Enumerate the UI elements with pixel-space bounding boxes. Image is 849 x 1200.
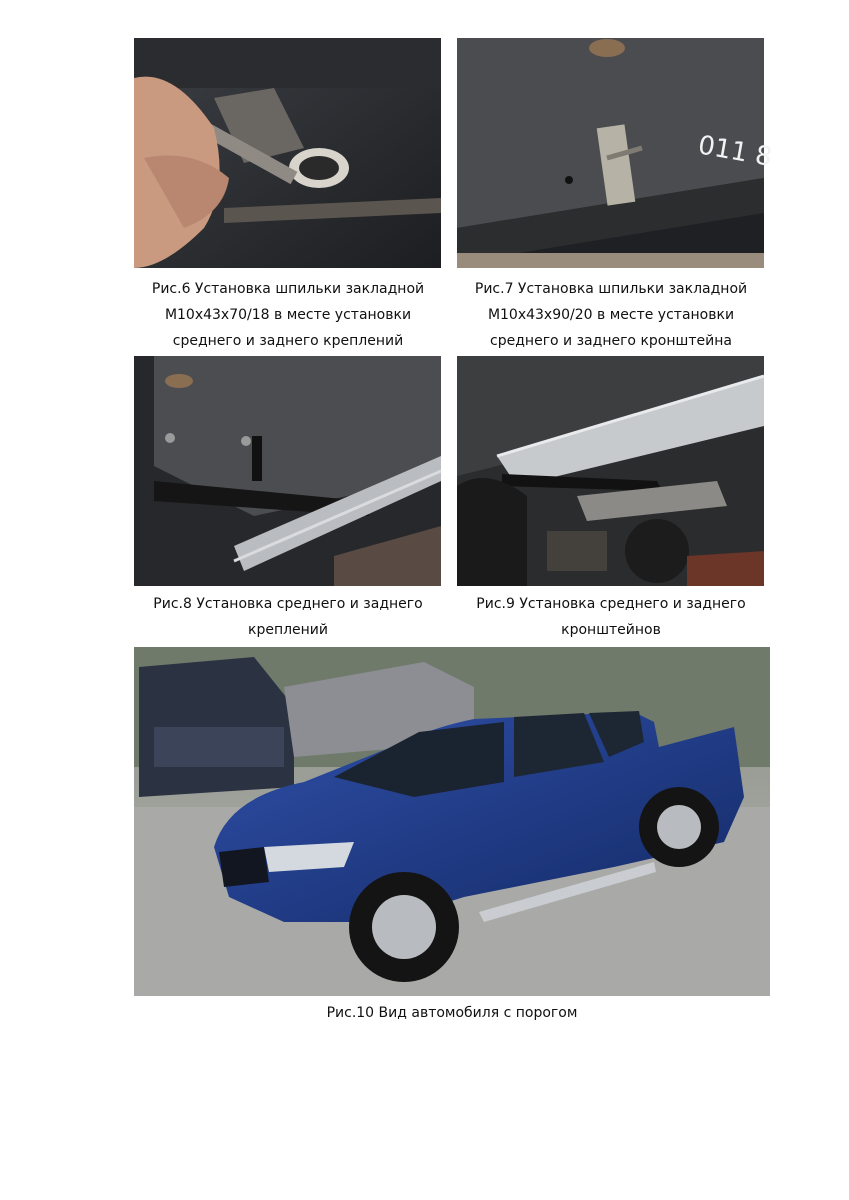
figure-6-caption-line: Рис.6 Установка шпильки закладной — [151, 281, 425, 297]
figure-9-caption-line: Рис.9 Установка среднего и заднего — [476, 596, 746, 612]
figure-10-photo — [134, 647, 770, 996]
figure-10-caption-line: Рис.10 Вид автомобиля с порогом — [326, 1005, 578, 1021]
figure-6-caption — [120, 276, 456, 354]
figure-7-photo — [457, 38, 775, 268]
figure-7-caption — [443, 276, 779, 354]
figure-8-caption — [120, 591, 456, 643]
figure-10-image — [134, 647, 770, 996]
figure-8-image — [134, 356, 441, 586]
figure-7-caption-line: M10x43x90/20 в месте установки — [487, 307, 735, 323]
figure-6-image — [134, 38, 441, 268]
figure-8-photo — [134, 356, 441, 586]
figure-9-caption-line: кронштейнов — [561, 622, 661, 638]
figure-7-caption-line: среднего и заднего кронштейна — [490, 333, 732, 349]
figure-8-caption-line: креплений — [247, 622, 329, 638]
figure-9-image — [457, 356, 764, 586]
figure-6-caption-line: M10x43x70/18 в месте установки — [164, 307, 412, 323]
figure-10-caption — [134, 1000, 770, 1026]
figure-9-caption — [443, 591, 779, 643]
figure-6-caption-line: среднего и заднего креплений — [172, 333, 404, 349]
figure-8-caption-line: Рис.8 Установка среднего и заднего — [153, 596, 423, 612]
figure-7-marking-text: 011 8 — [695, 130, 775, 173]
figure-6-photo — [134, 38, 441, 268]
figure-7-caption-line: Рис.7 Установка шпильки закладной — [474, 281, 748, 297]
figure-7-image — [457, 38, 775, 268]
figure-9-photo — [457, 356, 764, 586]
